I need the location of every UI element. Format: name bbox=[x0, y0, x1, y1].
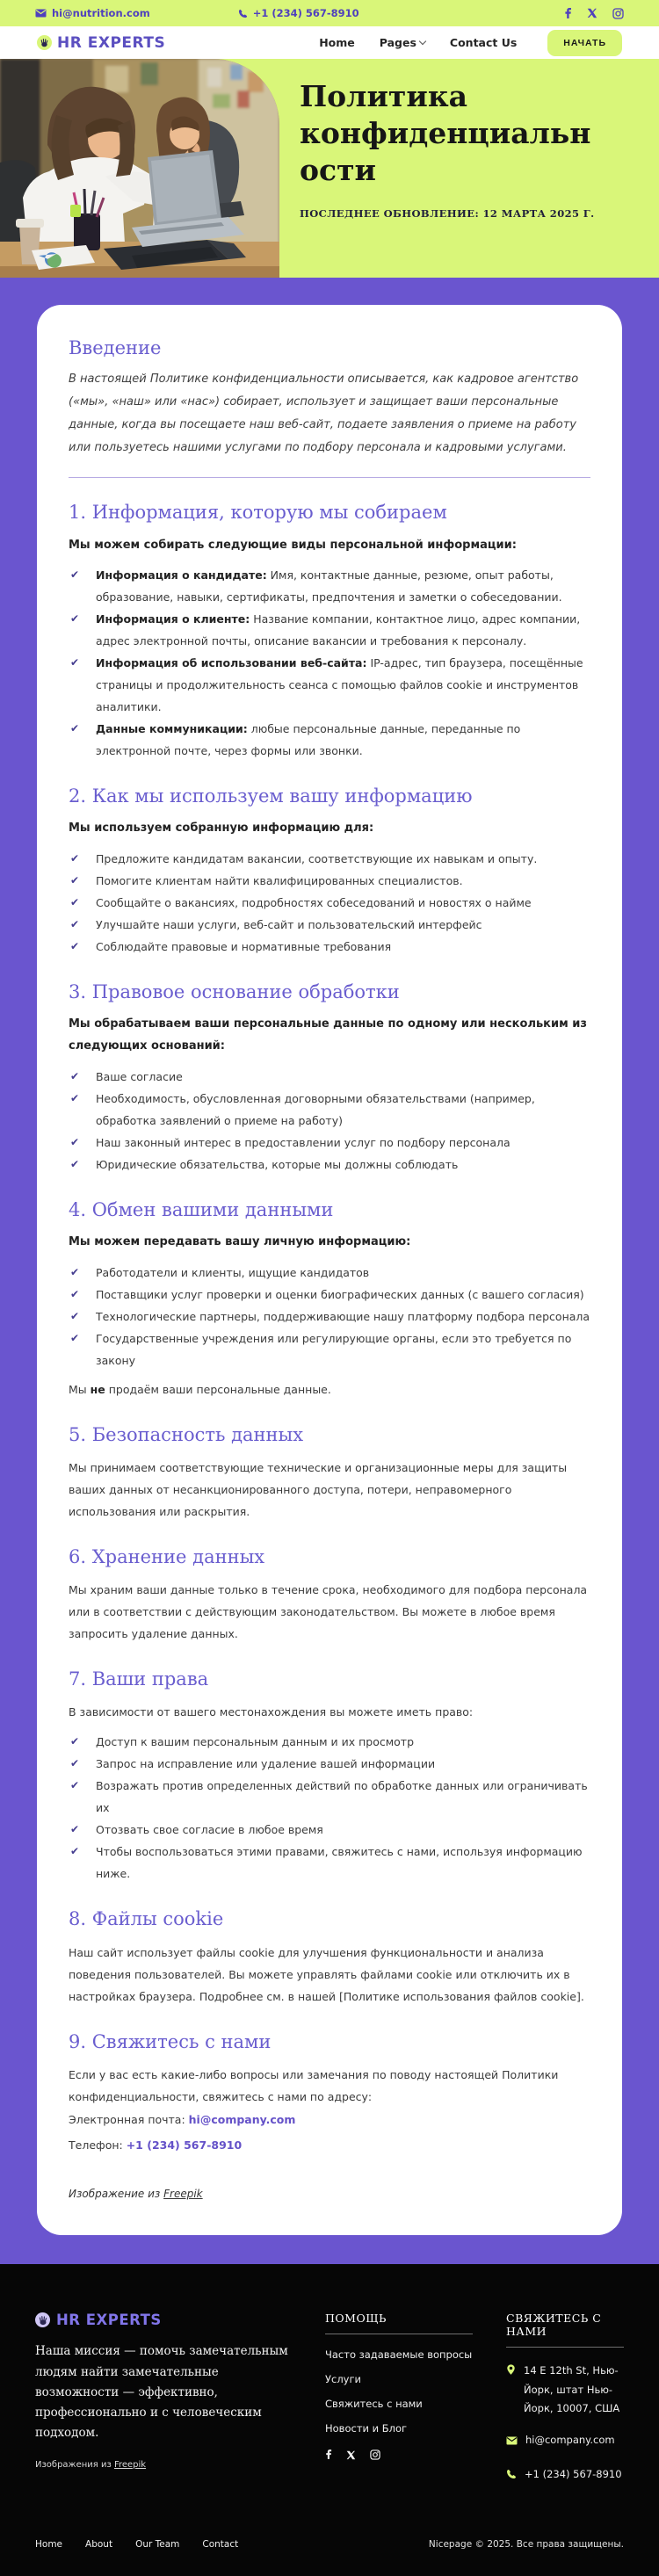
checkmark-icon: ✔ bbox=[70, 1284, 79, 1305]
checklist-item: ✔ Улучшайте наши услуги, веб-сайт и пользовательский интерфейс bbox=[69, 914, 590, 936]
topbar-phone-text: +1 (234) 567-8910 bbox=[253, 7, 359, 19]
top-bar bbox=[0, 0, 659, 26]
checkmark-icon: ✔ bbox=[70, 848, 79, 869]
page-title: Политика конфиденциальности bbox=[300, 78, 603, 190]
checklist-item: ✔ Доступ к вашим персональным данным и их просмотр bbox=[69, 1731, 590, 1753]
x-twitter-icon[interactable] bbox=[346, 2447, 356, 2464]
topbar-email-text: hi@nutrition.com bbox=[52, 7, 150, 19]
footer-bottom-link[interactable]: Contact bbox=[202, 2539, 238, 2550]
instagram-icon[interactable] bbox=[612, 8, 624, 19]
topbar-social bbox=[564, 7, 624, 19]
footer-social bbox=[325, 2447, 473, 2464]
checklist-item: ✔ Запрос на исправление или удаление вашей информации bbox=[69, 1753, 590, 1775]
section-lead: Мы используем собранную информацию для: bbox=[69, 818, 590, 840]
freepik-link[interactable]: Freepik bbox=[163, 2188, 203, 2200]
nav-item-home[interactable]: Home bbox=[319, 36, 355, 49]
footer-contact-column bbox=[506, 2312, 624, 2498]
footer-bottom-bar bbox=[35, 2525, 624, 2576]
topbar-phone-link[interactable] bbox=[238, 7, 359, 19]
section-paragraph: Мы принимаем соответствующие технические и организационные меры для защиты ваших данных от несанкционированного доступа, потери, неправомерного использования или раскрытия. bbox=[69, 1457, 590, 1523]
divider bbox=[69, 477, 590, 478]
contact-line: Электронная почта: hi@company.com bbox=[69, 2108, 590, 2133]
section-note: Мы не продаём ваши персональные данные. bbox=[69, 1378, 590, 1400]
checklist bbox=[69, 1731, 590, 1885]
phone-icon bbox=[238, 9, 248, 18]
hand-logo-icon bbox=[37, 35, 52, 50]
section-paragraph: Если у вас есть какие-либо вопросы или замечания по поводу настоящей Политики конфиденциальности, свяжитесь с нами по адресу: bbox=[69, 2064, 590, 2108]
footer-image-credit: Изображения из Freepik bbox=[35, 2460, 292, 2470]
policy-section bbox=[69, 1907, 590, 2007]
policy-section bbox=[69, 1423, 590, 1523]
contact-link[interactable]: +1 (234) 567-8910 bbox=[127, 2138, 242, 2152]
checklist-item: ✔ Чтобы воспользоваться этими правами, свяжитесь с нами, используя информацию ниже. bbox=[69, 1841, 590, 1885]
footer-logo-text: HR EXPERTS bbox=[56, 2312, 162, 2328]
checkmark-icon: ✔ bbox=[70, 892, 79, 913]
footer-bottom-link[interactable]: Home bbox=[35, 2539, 62, 2550]
footer-email-text: hi@company.com bbox=[525, 2431, 615, 2451]
checklist-item: ✔ Отозвать свое согласие в любое время bbox=[69, 1819, 590, 1841]
policy-section bbox=[69, 1545, 590, 1645]
checklist-item: ✔ Работодатели и клиенты, ищущие кандидатов bbox=[69, 1262, 590, 1284]
x-twitter-icon[interactable] bbox=[587, 8, 597, 18]
checkmark-icon: ✔ bbox=[70, 914, 79, 935]
envelope-icon bbox=[35, 9, 47, 18]
site-logo[interactable] bbox=[37, 34, 165, 52]
footer-logo[interactable] bbox=[35, 2312, 292, 2328]
checklist bbox=[69, 1262, 590, 1371]
footer-bottom-link[interactable]: Our Team bbox=[135, 2539, 179, 2550]
checkmark-icon: ✔ bbox=[70, 1819, 79, 1840]
contact-link[interactable]: hi@company.com bbox=[189, 2113, 296, 2126]
section-lead: Мы можем собирать следующие виды персональной информации: bbox=[69, 535, 590, 557]
footer-help-link[interactable]: Новости и Блог bbox=[325, 2422, 473, 2435]
checklist bbox=[69, 1066, 590, 1176]
checklist bbox=[69, 564, 590, 762]
section-title: 3. Правовое основание обработки bbox=[69, 980, 590, 1003]
copyright: Nicepage © 2025. Все права защищены. bbox=[429, 2539, 624, 2550]
footer-mission: Наша миссия — помочь замечательным людям найти замечательные возможности — эффективно, профессионально и с человеческим подходом. bbox=[35, 2341, 292, 2443]
section-title: 2. Как мы используем вашу информацию bbox=[69, 785, 590, 807]
checklist-item: ✔ Государственные учреждения или регулирующие органы, если это требуется по закону bbox=[69, 1328, 590, 1371]
location-pin-icon bbox=[506, 2363, 516, 2418]
policy-card bbox=[37, 305, 622, 2235]
intro-paragraph: В настоящей Политике конфиденциальности описывается, как кадровое агентство («мы», «наш» или «нас») собирает, использует и защищает ваши персональные данные, когда вы посещаете наш веб-сайт, подаете заявления о приеме на работу или пользуетесь нашими услугами по подбору персонала и кадровыми услугами. bbox=[69, 368, 590, 459]
hero-section bbox=[0, 59, 659, 278]
intro-title: Введение bbox=[69, 336, 590, 359]
checkmark-icon: ✔ bbox=[70, 1328, 79, 1349]
checklist-item: ✔ Соблюдайте правовые и нормативные требования bbox=[69, 936, 590, 958]
checkmark-icon: ✔ bbox=[70, 652, 79, 673]
checkmark-icon: ✔ bbox=[70, 1154, 79, 1175]
phone-icon bbox=[506, 2467, 517, 2486]
facebook-icon[interactable] bbox=[325, 2447, 332, 2464]
footer-phone-text: +1 (234) 567-8910 bbox=[525, 2465, 622, 2486]
section-paragraph: Наш сайт использует файлы cookie для улучшения функциональности и анализа поведения пользователей. Вы можете управлять файлами cookie или отключить их в настройках браузера. Подробнее см. в нашей [Политике использования файлов cookie]. bbox=[69, 1942, 590, 2008]
facebook-icon[interactable] bbox=[564, 7, 572, 19]
checklist-item: ✔ Информация об использовании веб-сайта: IP-адрес, тип браузера, посещённые страницы и продолжительность сеанса с помощью файлов cookie и инструментов аналитики. bbox=[69, 652, 590, 718]
section-title: 7. Ваши права bbox=[69, 1668, 590, 1690]
instagram-icon[interactable] bbox=[370, 2447, 380, 2464]
checklist-item: ✔ Данные коммуникации: любые персональные данные, переданные по электронной почте, через формы или звонки. bbox=[69, 718, 590, 762]
footer-help-column bbox=[325, 2312, 473, 2498]
footer-help-link[interactable]: Свяжитесь с нами bbox=[325, 2398, 473, 2410]
main-nav bbox=[0, 26, 659, 59]
checklist bbox=[69, 848, 590, 958]
checkmark-icon: ✔ bbox=[70, 1132, 79, 1153]
footer-phone-row[interactable] bbox=[506, 2465, 624, 2486]
checklist-item: ✔ Технологические партнеры, поддерживающие нашу платформу подбора персонала bbox=[69, 1306, 590, 1328]
nav-item-pages[interactable]: Pages bbox=[380, 36, 425, 49]
checkmark-icon: ✔ bbox=[70, 608, 79, 629]
footer-help-title: ПОМОЩЬ bbox=[325, 2312, 473, 2334]
section-title: 6. Хранение данных bbox=[69, 1545, 590, 1568]
section-title: 9. Свяжитесь с нами bbox=[69, 2030, 590, 2053]
footer-help-link[interactable]: Часто задаваемые вопросы bbox=[325, 2348, 473, 2361]
footer-bottom-links bbox=[35, 2539, 238, 2550]
checkmark-icon: ✔ bbox=[70, 1262, 79, 1283]
freepik-link[interactable]: Freepik bbox=[114, 2460, 146, 2470]
hand-logo-icon bbox=[35, 2312, 50, 2327]
nav-item-contact-us[interactable]: Contact Us bbox=[450, 36, 517, 49]
start-button[interactable]: НАЧАТЬ bbox=[547, 30, 622, 56]
footer-help-links bbox=[325, 2348, 473, 2435]
footer bbox=[0, 2264, 659, 2575]
hero-photo-two-women-laptop bbox=[0, 59, 279, 278]
contact-line: Телефон: +1 (234) 567-8910 bbox=[69, 2133, 590, 2159]
checklist-item: ✔ Сообщайте о вакансиях, подробностях собеседований и новостях о найме bbox=[69, 892, 590, 914]
footer-brand-column bbox=[35, 2312, 292, 2498]
section-lead: Мы обрабатываем ваши персональные данные по одному или нескольким из следующих оснований: bbox=[69, 1014, 590, 1057]
page-body bbox=[0, 278, 659, 2264]
policy-section bbox=[69, 501, 590, 762]
checklist-item: ✔ Необходимость, обусловленная договорными обязательствами (например, обработка заявлений о приеме на работу) bbox=[69, 1088, 590, 1132]
last-updated-label: ПОСЛЕДНЕЕ ОБНОВЛЕНИЕ: 12 МАРТА 2025 Г. bbox=[300, 207, 603, 220]
checkmark-icon: ✔ bbox=[70, 870, 79, 891]
footer-address-text: 14 E 12th St, Нью-Йорк, штат Нью-Йорк, 10007, США bbox=[524, 2362, 624, 2418]
checklist-item: ✔ Юридические обязательства, которые мы должны соблюдать bbox=[69, 1154, 590, 1176]
footer-contact-title: СВЯЖИТЕСЬ С НАМИ bbox=[506, 2312, 624, 2348]
policy-sections bbox=[69, 501, 590, 2158]
policy-section bbox=[69, 2030, 590, 2159]
checklist-item: ✔ Ваше согласие bbox=[69, 1066, 590, 1088]
checkmark-icon: ✔ bbox=[70, 1775, 79, 1796]
checklist-item: ✔ Информация о клиенте: Название компании, контактное лицо, адрес компании, адрес электронной почты, описание вакансии и требования к персоналу. bbox=[69, 608, 590, 652]
nav-menu bbox=[319, 36, 517, 49]
section-title: 4. Обмен вашими данными bbox=[69, 1198, 590, 1221]
envelope-icon bbox=[506, 2433, 518, 2451]
topbar-email-link[interactable] bbox=[35, 7, 150, 19]
section-lead: В зависимости от вашего местонахождения вы можете иметь право: bbox=[69, 1701, 590, 1723]
footer-address-row bbox=[506, 2362, 624, 2418]
checkmark-icon: ✔ bbox=[70, 1841, 79, 1862]
checkmark-icon: ✔ bbox=[70, 1088, 79, 1109]
checkmark-icon: ✔ bbox=[70, 564, 79, 585]
section-title: 8. Файлы cookie bbox=[69, 1907, 590, 1930]
checkmark-icon: ✔ bbox=[70, 718, 79, 739]
footer-bottom-link[interactable]: About bbox=[85, 2539, 112, 2550]
policy-section bbox=[69, 980, 590, 1176]
checkmark-icon: ✔ bbox=[70, 1731, 79, 1752]
checklist-item: ✔ Предложите кандидатам вакансии, соответствующие их навыкам и опыту. bbox=[69, 848, 590, 870]
policy-section bbox=[69, 1198, 590, 1400]
section-lead: Мы можем передавать вашу личную информацию: bbox=[69, 1232, 590, 1254]
footer-email-row[interactable] bbox=[506, 2431, 624, 2451]
site-logo-text: HR EXPERTS bbox=[57, 34, 165, 52]
checkmark-icon: ✔ bbox=[70, 1306, 79, 1327]
checkmark-icon: ✔ bbox=[70, 1753, 79, 1774]
checklist-item: ✔ Поставщики услуг проверки и оценки биографических данных (с вашего согласия) bbox=[69, 1284, 590, 1306]
section-title: 1. Информация, которую мы собираем bbox=[69, 501, 590, 524]
chevron-down-icon bbox=[419, 38, 426, 45]
section-title: 5. Безопасность данных bbox=[69, 1423, 590, 1446]
section-paragraph: Мы храним ваши данные только в течение срока, необходимого для подбора персонала или в соответствии с действующим законодательством. Вы можете в любое время запросить удаление данных. bbox=[69, 1579, 590, 1645]
checklist-item: ✔ Помогите клиентам найти квалифицированных специалистов. bbox=[69, 870, 590, 892]
policy-section bbox=[69, 1668, 590, 1885]
checklist-item: ✔ Информация о кандидате: Имя, контактные данные, резюме, опыт работы, образование, навыки, сертификаты, предпочтения и заметки о собеседовании. bbox=[69, 564, 590, 608]
checklist-item: ✔ Возражать против определенных действий по обработке данных или ограничивать их bbox=[69, 1775, 590, 1819]
checklist-item: ✔ Наш законный интерес в предоставлении услуг по подбору персонала bbox=[69, 1132, 590, 1154]
footer-help-link[interactable]: Услуги bbox=[325, 2373, 473, 2385]
policy-section bbox=[69, 785, 590, 958]
image-credit: Изображение из Freepik bbox=[69, 2188, 590, 2200]
checkmark-icon: ✔ bbox=[70, 1066, 79, 1087]
checkmark-icon: ✔ bbox=[70, 936, 79, 957]
